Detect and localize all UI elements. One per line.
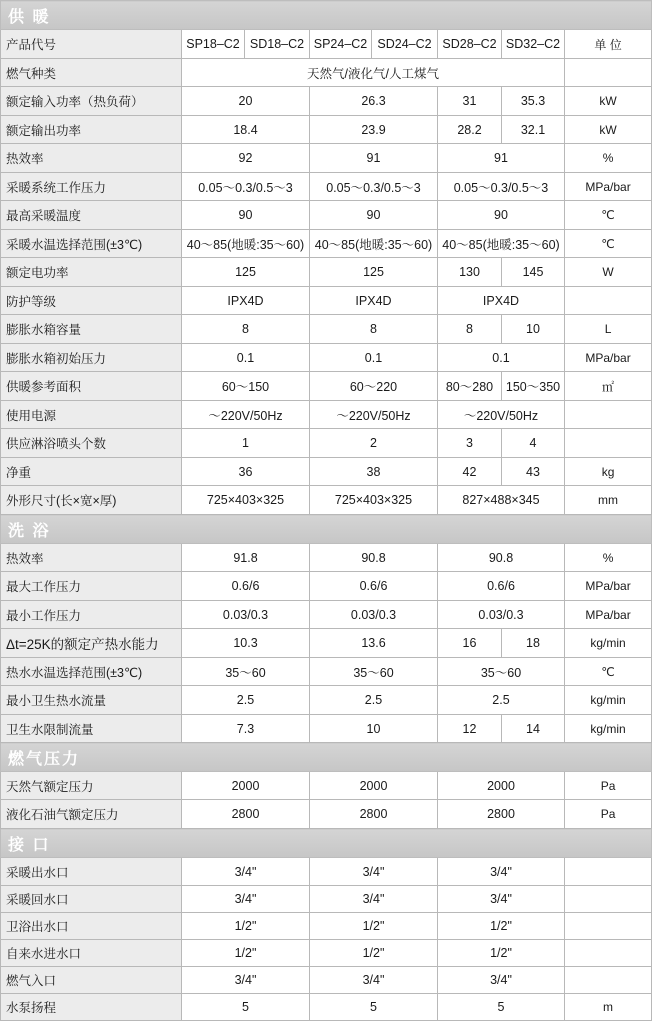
- table-row: [1, 886, 652, 913]
- row-label: 燃气入口: [1, 967, 182, 994]
- cell-value: 2.5: [182, 686, 310, 715]
- unit-cell: kW: [565, 116, 652, 144]
- unit-cell: [565, 59, 652, 87]
- cell-value: 26.3: [310, 87, 438, 116]
- table-row: [1, 601, 652, 629]
- unit-cell: mm: [565, 486, 652, 515]
- unit-cell: ℃: [565, 230, 652, 258]
- unit-cell: MPa/bar: [565, 572, 652, 601]
- cell-value: 8: [310, 315, 438, 344]
- model-name: SD18–C2: [245, 30, 310, 59]
- table-row: [1, 116, 652, 144]
- cell-value: 3/4": [438, 886, 565, 913]
- table-row: [1, 230, 652, 258]
- cell-value: 1/2": [438, 913, 565, 940]
- row-label: 水泵扬程: [1, 994, 182, 1021]
- row-label: 最大工作压力: [1, 572, 182, 601]
- row-label: 使用电源: [1, 401, 182, 429]
- cell-value: 2.5: [438, 686, 565, 715]
- cell-value: 2800: [182, 800, 310, 829]
- cell-value: 1/2": [310, 940, 438, 967]
- cell-value: 60～150: [182, 372, 310, 401]
- cell-value: 16: [438, 629, 502, 658]
- row-label: 最小工作压力: [1, 601, 182, 629]
- table-row: [1, 173, 652, 201]
- cell-value: 0.05～0.3/0.5～3: [182, 173, 310, 201]
- table-row: [1, 913, 652, 940]
- cell-value: 0.1: [310, 344, 438, 372]
- section-heading-hotwater: 洗 浴: [1, 515, 652, 544]
- cell-value: 90: [438, 201, 565, 230]
- row-label: 最高采暖温度: [1, 201, 182, 230]
- unit-cell: m: [565, 994, 652, 1021]
- table-row: [1, 544, 652, 572]
- table-row: [1, 486, 652, 515]
- cell-value: 3/4": [310, 858, 438, 886]
- unit-cell: [565, 858, 652, 886]
- table-row: [1, 287, 652, 315]
- cell-value: 8: [438, 315, 502, 344]
- row-label: 采暖出水口: [1, 858, 182, 886]
- unit-cell: Pa: [565, 772, 652, 800]
- row-label: 采暖系统工作压力: [1, 173, 182, 201]
- row-label: 额定输出功率: [1, 116, 182, 144]
- cell-value: 8: [182, 315, 310, 344]
- cell-value: 150～350: [502, 372, 565, 401]
- unit-cell: kg/min: [565, 686, 652, 715]
- cell-value: 90: [182, 201, 310, 230]
- model-name: SP18–C2: [182, 30, 245, 59]
- cell-value: 0.6/6: [438, 572, 565, 601]
- table-row: [1, 429, 652, 458]
- unit-cell: ℃: [565, 201, 652, 230]
- cell-value: 90.8: [310, 544, 438, 572]
- table-row: [1, 372, 652, 401]
- section-heading-gas: 燃气压力: [1, 743, 652, 772]
- cell-value: ～220V/50Hz: [182, 401, 310, 429]
- cell-value: 0.6/6: [182, 572, 310, 601]
- unit-cell: kg/min: [565, 629, 652, 658]
- row-label: 最小卫生热水流量: [1, 686, 182, 715]
- unit-cell: ℃: [565, 658, 652, 686]
- cell-value: 18.4: [182, 116, 310, 144]
- cell-value: 2000: [310, 772, 438, 800]
- unit-cell: MPa/bar: [565, 601, 652, 629]
- table-row: [1, 59, 652, 87]
- table-row: [1, 629, 652, 658]
- cell-value: 2800: [310, 800, 438, 829]
- table-row: [1, 315, 652, 344]
- row-label: 采暖水温选择范围(±3℃): [1, 230, 182, 258]
- cell-value: 35～60: [438, 658, 565, 686]
- unit-cell: kW: [565, 87, 652, 116]
- model-name: SD24–C2: [372, 30, 438, 59]
- table-row: [1, 967, 652, 994]
- cell-value: 天然气/液化气/人工煤气: [182, 59, 565, 87]
- cell-value: 20: [182, 87, 310, 116]
- table-row: [1, 658, 652, 686]
- cell-value: 1/2": [182, 913, 310, 940]
- row-label: 产品代号: [1, 30, 182, 59]
- cell-value: 3/4": [438, 858, 565, 886]
- cell-value: 0.05～0.3/0.5～3: [438, 173, 565, 201]
- cell-value: 145: [502, 258, 565, 287]
- unit-cell: MPa/bar: [565, 173, 652, 201]
- unit-cell: %: [565, 144, 652, 173]
- cell-value: 0.03/0.3: [438, 601, 565, 629]
- cell-value: 36: [182, 458, 310, 486]
- cell-value: 5: [182, 994, 310, 1021]
- row-label: 供暖参考面积: [1, 372, 182, 401]
- unit-cell: ㎡: [565, 372, 652, 401]
- cell-value: 40～85(地暖:35～60): [310, 230, 438, 258]
- table-row: [1, 344, 652, 372]
- cell-value: 125: [182, 258, 310, 287]
- cell-value: 18: [502, 629, 565, 658]
- unit-cell: %: [565, 544, 652, 572]
- cell-value: 827×488×345: [438, 486, 565, 515]
- cell-value: 2.5: [310, 686, 438, 715]
- cell-value: 91: [310, 144, 438, 173]
- section-heading-ports: 接 口: [1, 829, 652, 858]
- cell-value: 35～60: [182, 658, 310, 686]
- cell-value: 14: [502, 715, 565, 743]
- cell-value: 23.9: [310, 116, 438, 144]
- cell-value: 91: [438, 144, 565, 173]
- cell-value: 90: [310, 201, 438, 230]
- row-label: 卫浴出水口: [1, 913, 182, 940]
- unit-cell: [565, 940, 652, 967]
- cell-value: IPX4D: [438, 287, 565, 315]
- table-row: [1, 144, 652, 173]
- table-row: [1, 401, 652, 429]
- cell-value: 2800: [438, 800, 565, 829]
- unit-cell: W: [565, 258, 652, 287]
- cell-value: 1/2": [182, 940, 310, 967]
- cell-value: 3/4": [182, 858, 310, 886]
- cell-value: 0.1: [438, 344, 565, 372]
- cell-value: 0.6/6: [310, 572, 438, 601]
- cell-value: 35.3: [502, 87, 565, 116]
- cell-value: 0.03/0.3: [310, 601, 438, 629]
- cell-value: 40～85(地暖:35～60): [438, 230, 565, 258]
- cell-value: 0.05～0.3/0.5～3: [310, 173, 438, 201]
- cell-value: IPX4D: [310, 287, 438, 315]
- table-row: [1, 994, 652, 1021]
- unit-cell: [565, 287, 652, 315]
- cell-value: 5: [310, 994, 438, 1021]
- row-label: 热水水温选择范围(±3℃): [1, 658, 182, 686]
- cell-value: 725×403×325: [182, 486, 310, 515]
- model-name: SD32–C2: [502, 30, 565, 59]
- unit-cell: [565, 967, 652, 994]
- row-label: 采暖回水口: [1, 886, 182, 913]
- unit-cell: kg/min: [565, 715, 652, 743]
- unit-cell: [565, 913, 652, 940]
- row-label: 防护等级: [1, 287, 182, 315]
- cell-value: 31: [438, 87, 502, 116]
- unit-cell: [565, 429, 652, 458]
- cell-value: 5: [438, 994, 565, 1021]
- cell-value: 32.1: [502, 116, 565, 144]
- cell-value: 43: [502, 458, 565, 486]
- cell-value: IPX4D: [182, 287, 310, 315]
- table-row: [1, 258, 652, 287]
- table-row: [1, 201, 652, 230]
- cell-value: 725×403×325: [310, 486, 438, 515]
- section-heading-heating: 供 暖: [1, 1, 652, 30]
- table-row: [1, 715, 652, 743]
- model-name: SD28–C2: [438, 30, 502, 59]
- cell-value: 92: [182, 144, 310, 173]
- model-name: SP24–C2: [310, 30, 372, 59]
- cell-value: 1/2": [438, 940, 565, 967]
- cell-value: 3/4": [182, 886, 310, 913]
- cell-value: 1/2": [310, 913, 438, 940]
- row-label: 自来水进水口: [1, 940, 182, 967]
- cell-value: 10.3: [182, 629, 310, 658]
- row-label: 液化石油气额定压力: [1, 800, 182, 829]
- table-row: [1, 772, 652, 800]
- table-row: [1, 858, 652, 886]
- table-row: [1, 940, 652, 967]
- cell-value: 42: [438, 458, 502, 486]
- table-row: [1, 800, 652, 829]
- unit-cell: Pa: [565, 800, 652, 829]
- row-label: 外形尺寸(长×宽×厚): [1, 486, 182, 515]
- cell-value: 28.2: [438, 116, 502, 144]
- cell-value: 60～220: [310, 372, 438, 401]
- table-row: [1, 458, 652, 486]
- cell-value: 3/4": [310, 886, 438, 913]
- cell-value: 125: [310, 258, 438, 287]
- row-label: 供应淋浴喷头个数: [1, 429, 182, 458]
- cell-value: 0.1: [182, 344, 310, 372]
- cell-value: ～220V/50Hz: [438, 401, 565, 429]
- cell-value: 2000: [438, 772, 565, 800]
- cell-value: 2000: [182, 772, 310, 800]
- cell-value: 90.8: [438, 544, 565, 572]
- row-label: 额定输入功率（热负荷）: [1, 87, 182, 116]
- unit-cell: [565, 886, 652, 913]
- row-label: 膨胀水箱容量: [1, 315, 182, 344]
- cell-value: 2: [310, 429, 438, 458]
- row-label: 额定电功率: [1, 258, 182, 287]
- row-label: 天然气额定压力: [1, 772, 182, 800]
- table-row: [1, 572, 652, 601]
- table-row: [1, 87, 652, 116]
- row-label: 燃气种类: [1, 59, 182, 87]
- unit-cell: [565, 401, 652, 429]
- cell-value: 0.03/0.3: [182, 601, 310, 629]
- unit-header: 单 位: [565, 30, 652, 59]
- cell-value: 91.8: [182, 544, 310, 572]
- cell-value: 7.3: [182, 715, 310, 743]
- cell-value: 1: [182, 429, 310, 458]
- cell-value: 10: [310, 715, 438, 743]
- cell-value: 3/4": [182, 967, 310, 994]
- cell-value: 80～280: [438, 372, 502, 401]
- row-label: 卫生水限制流量: [1, 715, 182, 743]
- row-label: 膨胀水箱初始压力: [1, 344, 182, 372]
- cell-value: 3/4": [310, 967, 438, 994]
- unit-cell: MPa/bar: [565, 344, 652, 372]
- cell-value: 35～60: [310, 658, 438, 686]
- cell-value: 40～85(地暖:35～60): [182, 230, 310, 258]
- row-label: 热效率: [1, 144, 182, 173]
- cell-value: 4: [502, 429, 565, 458]
- cell-value: 3/4": [438, 967, 565, 994]
- cell-value: 12: [438, 715, 502, 743]
- table-row-models: [1, 30, 652, 59]
- cell-value: 130: [438, 258, 502, 287]
- row-label: Δt=25K的额定产热水能力: [1, 629, 182, 658]
- cell-value: 38: [310, 458, 438, 486]
- cell-value: 13.6: [310, 629, 438, 658]
- table-row: [1, 686, 652, 715]
- unit-cell: L: [565, 315, 652, 344]
- cell-value: 10: [502, 315, 565, 344]
- row-label: 净重: [1, 458, 182, 486]
- row-label: 热效率: [1, 544, 182, 572]
- cell-value: ～220V/50Hz: [310, 401, 438, 429]
- cell-value: 3: [438, 429, 502, 458]
- unit-cell: kg: [565, 458, 652, 486]
